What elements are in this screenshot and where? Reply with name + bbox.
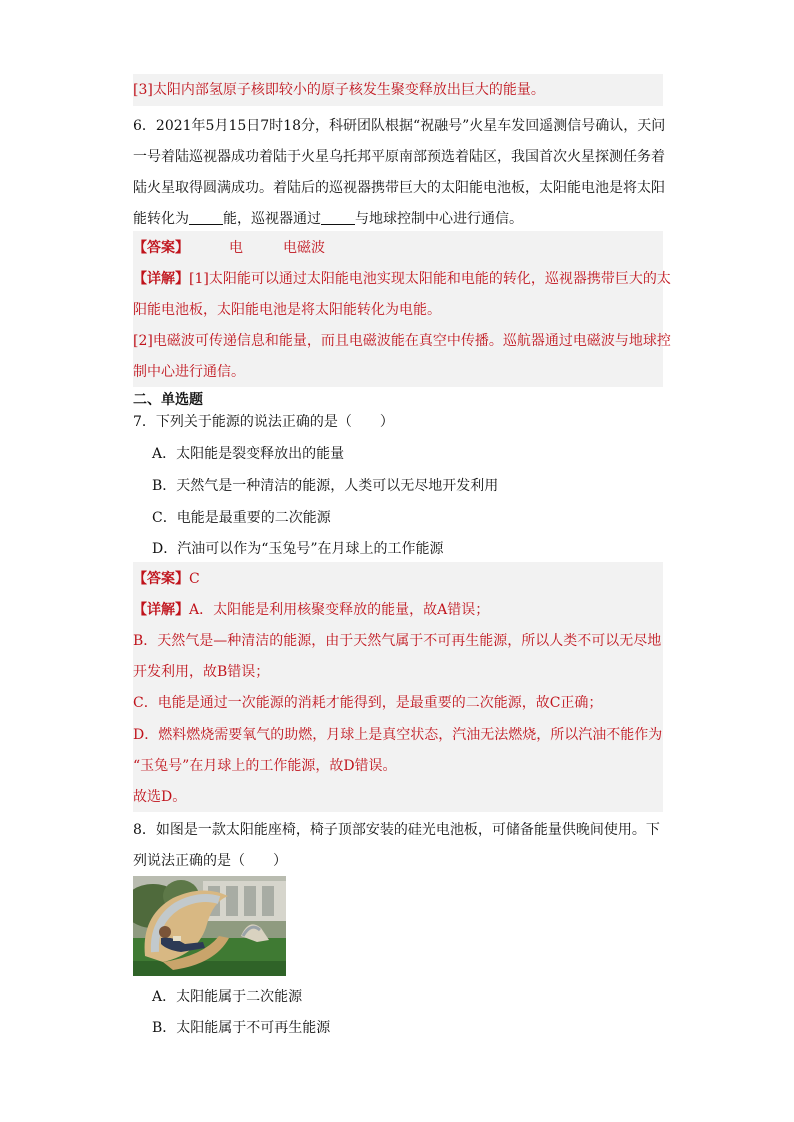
q8-option-b: B．太阳能属于不可再生能源	[152, 1020, 331, 1036]
q6-detail-1a	[133, 269, 671, 289]
q7-answer: C	[189, 571, 200, 587]
q7-detail-b2: 开发利用，故B错误；	[133, 664, 270, 680]
q6-detail-label: 【详解】	[133, 271, 189, 287]
q6-stem-part-b: 能，巡视器通过	[223, 211, 321, 227]
q6-answer-label: 【答案】	[133, 240, 189, 256]
q6-stem-line-4	[133, 209, 663, 229]
q7-answer-label: 【答案】	[133, 571, 189, 587]
q7-answer-line	[133, 569, 663, 589]
q6-blank-2	[321, 210, 355, 225]
q6-stem-line-3: 陆火星取得圆满成功。着陆后的巡视器携带巨大的太阳能电池板，太阳能电池是将太阳	[133, 180, 665, 196]
q6-detail-1a-text: [1]太阳能可以通过太阳能电池实现太阳能和电能的转化，巡视器携带巨大的太	[189, 271, 671, 287]
q7-detail-d1: D．燃料燃烧需要氧气的助燃，月球上是真空状态，汽油无法燃烧，所以汽油不能作为	[133, 727, 663, 743]
q7-option-a: A．太阳能是裂变释放出的能量	[152, 446, 345, 462]
q7-detail-c: C．电能是通过一次能源的消耗才能得到，是最重要的二次能源，故C正确；	[133, 695, 603, 711]
q5-detail-3: [3]太阳内部氢原子核即较小的原子核发生聚变释放出巨大的能量。	[133, 82, 545, 98]
q7-stem: 7．下列关于能源的说法正确的是（ ）	[133, 414, 394, 430]
q6-answer-1: 电	[229, 240, 243, 256]
q7-conclusion: 故选D。	[133, 789, 187, 805]
solar-chair-illustration	[133, 876, 286, 976]
q7-option-c: C．电能是最重要的二次能源	[152, 510, 331, 526]
section-title: 二、单选题	[133, 392, 203, 408]
q6-detail-2a: [2]电磁波可传递信息和能量，而且电磁波能在真空中传播。巡航器通过电磁波与地球控	[133, 333, 671, 349]
q6-detail-1b: 阳能电池板，太阳能电池是将太阳能转化为电能。	[133, 302, 441, 318]
q6-blank-1	[189, 210, 223, 225]
q7-option-b: B．天然气是一种清洁的能源，人类可以无尽地开发利用	[152, 478, 499, 494]
q8-stem-line-1: 8．如图是一款太阳能座椅，椅子顶部安装的硅光电池板，可储备能量供晚间使用。下	[133, 822, 660, 838]
q6-stem-line-2: 一号着陆巡视器成功着陆于火星乌托邦平原南部预选着陆区，我国首次火星探测任务着	[133, 149, 665, 165]
q6-stem-line-1: 6．2021年5月15日7时18分，科研团队根据“祝融号”火星车发回遥测信号确认，天问	[133, 118, 666, 134]
q7-detail-label: 【详解】	[133, 602, 189, 618]
q8-stem-line-2: 列说法正确的是（ ）	[133, 853, 287, 869]
q7-detail-b1: B．天然气是—种清洁的能源，由于天然气属于不可再生能源，所以人类不可以无尽地	[133, 633, 662, 649]
q8-option-a: A．太阳能属于二次能源	[152, 989, 303, 1005]
q6-answer-2: 电磁波	[283, 240, 325, 256]
q6-stem-part-a: 能转化为	[133, 211, 189, 227]
q6-detail-2b: 制中心进行通信。	[133, 364, 245, 380]
q6-answer-line	[133, 238, 663, 258]
q6-stem-part-c: 与地球控制中心进行通信。	[355, 211, 523, 227]
solar-chair-photo	[133, 876, 286, 976]
q7-option-d: D．汽油可以作为“玉兔号”在月球上的工作能源	[152, 541, 444, 557]
q7-detail-a-text: A．太阳能是利用核聚变释放的能量，故A错误；	[189, 602, 490, 618]
q7-detail-a	[133, 600, 663, 620]
q7-detail-d2: “玉兔号”在月球上的工作能源，故D错误。	[133, 758, 397, 774]
